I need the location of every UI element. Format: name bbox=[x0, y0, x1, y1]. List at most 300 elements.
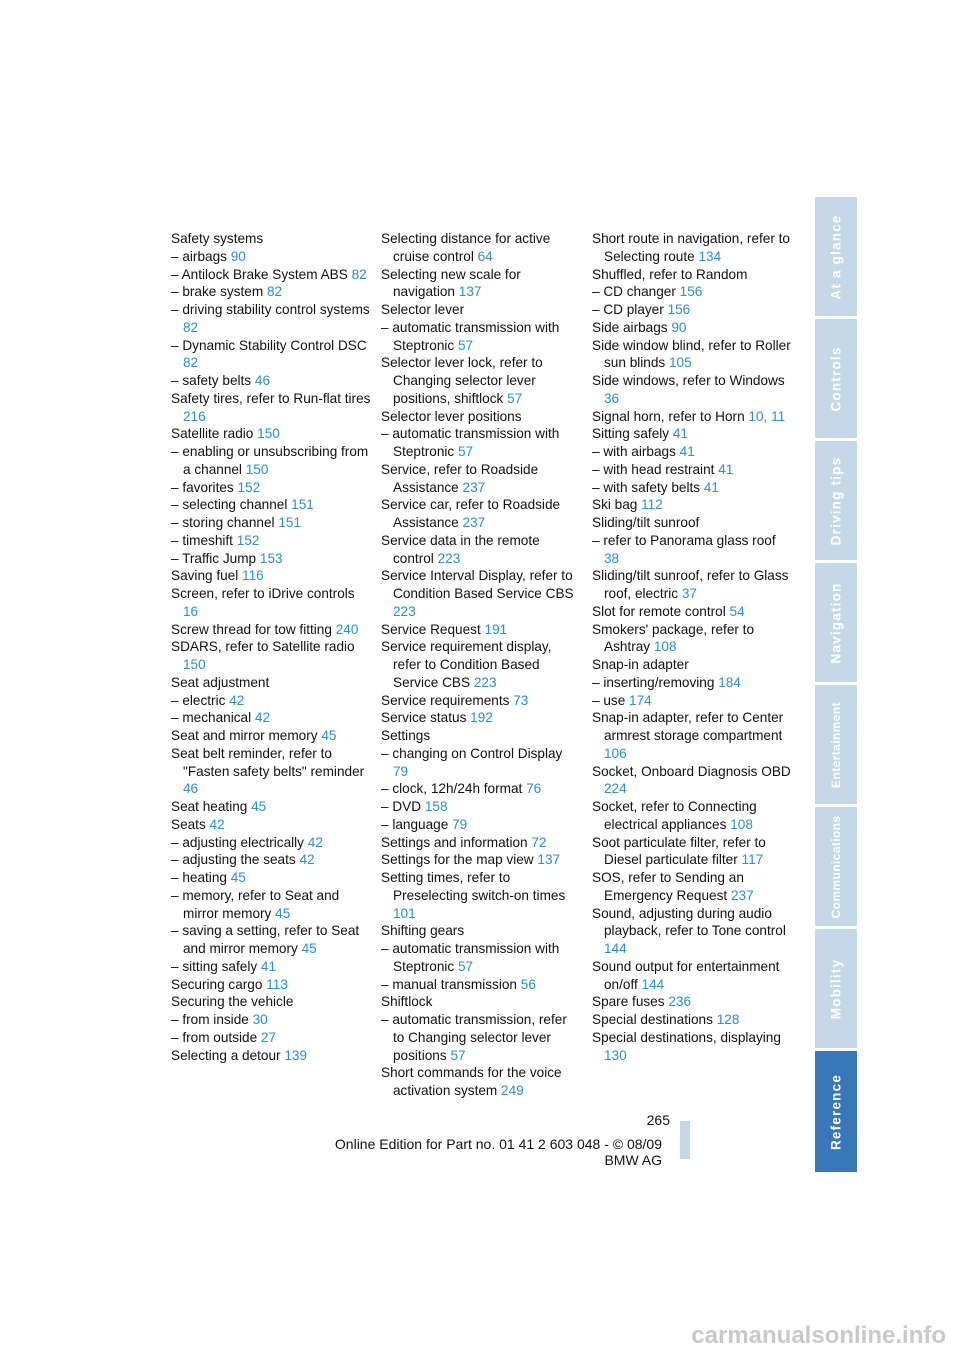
index-column-1 bbox=[171, 230, 371, 1064]
entry-text: Service car, refer to Roadside Assistance bbox=[381, 497, 561, 530]
entry-text: Side airbags bbox=[592, 319, 668, 335]
page-reference-link[interactable]: 153 bbox=[259, 550, 283, 566]
entry-text: – favorites bbox=[171, 479, 234, 495]
entry-text: Service Interval Display, refer to Condition Based Service CBS bbox=[381, 568, 574, 601]
page-reference-link[interactable]: 27 bbox=[260, 1029, 277, 1045]
page-reference-link[interactable]: 38 bbox=[604, 550, 620, 566]
entry-text: – changing on Control Display bbox=[381, 745, 563, 761]
index-column-3 bbox=[592, 230, 792, 1064]
index-entry bbox=[381, 834, 581, 852]
index-subentry bbox=[171, 550, 371, 568]
entry-text: Sliding/tilt sunroof bbox=[592, 515, 700, 530]
index-entry bbox=[171, 230, 371, 248]
entry-text: – with safety belts bbox=[592, 479, 701, 495]
index-subentry bbox=[171, 443, 371, 479]
index-entry bbox=[171, 425, 371, 443]
index-entry bbox=[381, 993, 581, 1011]
index-subentry bbox=[592, 692, 792, 710]
index-entry: Signal horn, refer to Horn 10, 11 bbox=[592, 408, 786, 424]
entry-text: Satellite radio bbox=[171, 426, 254, 442]
index-entry bbox=[171, 976, 371, 994]
index-entry bbox=[381, 354, 581, 407]
entry-text: – Dynamic Stability Control DSC bbox=[171, 337, 367, 353]
entry-text: Socket, refer to Connecting electrical appliances bbox=[592, 799, 757, 832]
page-reference-link[interactable]: 82 bbox=[183, 355, 199, 371]
page-reference-link[interactable]: 57 bbox=[458, 444, 474, 459]
index-entry bbox=[592, 621, 792, 657]
entry-text: Short route in navigation, refer to Selecting route bbox=[592, 231, 790, 264]
index-entry bbox=[592, 567, 792, 603]
entry-text: – from outside bbox=[171, 1029, 258, 1045]
entry-text: Selector lever positions bbox=[381, 408, 522, 424]
entry-text: Setting times, refer to Preselecting switch-on times bbox=[381, 870, 566, 903]
entry-text: Seat and mirror memory bbox=[171, 728, 318, 743]
entry-text: – inserting/removing bbox=[592, 674, 715, 690]
index-entry bbox=[592, 993, 792, 1011]
entry-text: Snap-in adapter, refer to Center armrest storage compartment bbox=[592, 710, 784, 743]
page-reference-link[interactable]: 90 bbox=[671, 319, 687, 335]
index-subentry bbox=[381, 816, 581, 834]
index-entry bbox=[592, 337, 792, 373]
page-reference-link[interactable]: 41 bbox=[718, 461, 734, 477]
entry-text: Settings for the map view bbox=[381, 852, 534, 868]
index-subentry bbox=[592, 283, 792, 301]
page-reference-link[interactable]: 42 bbox=[254, 710, 271, 726]
index-entry bbox=[592, 230, 792, 266]
tab-label: Reference bbox=[828, 1073, 844, 1150]
entry-text: Safety tires, refer to Run-flat tires bbox=[171, 390, 371, 406]
page-reference-link[interactable]: 158 bbox=[424, 799, 448, 814]
entry-text: – enabling or unsubscribing from a channel bbox=[171, 444, 369, 477]
entry-text: – refer to Panorama glass roof bbox=[592, 532, 776, 548]
index-subentry bbox=[381, 940, 581, 976]
index-subentry bbox=[171, 248, 371, 266]
page-reference-link[interactable]: 151 bbox=[291, 497, 314, 513]
page-reference-link[interactable]: 174 bbox=[629, 692, 652, 708]
index-entry bbox=[592, 656, 792, 674]
entry-text: Service Request bbox=[381, 621, 481, 637]
entry-text: Spare fuses bbox=[592, 994, 665, 1010]
page-reference-link[interactable]: 150 bbox=[245, 461, 269, 477]
index-subentry bbox=[592, 479, 792, 497]
entry-text: Settings bbox=[381, 728, 431, 743]
entry-text: – Traffic Jump bbox=[171, 550, 257, 566]
page-reference-link[interactable]: 101 bbox=[393, 905, 416, 921]
entry-text: Selecting a detour bbox=[171, 1047, 281, 1063]
index-entry bbox=[171, 567, 371, 585]
page-reference-link[interactable]: 73 bbox=[513, 692, 529, 708]
page-reference-link[interactable]: 156 bbox=[667, 302, 691, 317]
entry-text: Seat adjustment bbox=[171, 674, 270, 690]
entry-text: Selector lever bbox=[381, 302, 465, 317]
page-number: 265 bbox=[646, 1112, 670, 1128]
page-reference-link[interactable]: 184 bbox=[718, 674, 741, 690]
index-subentry bbox=[171, 869, 371, 887]
page-reference-link[interactable]: 156 bbox=[679, 284, 703, 300]
entry-text: – heating bbox=[171, 870, 227, 885]
edition-bar bbox=[680, 1121, 690, 1159]
index-subentry bbox=[381, 1011, 581, 1064]
entry-text: Screw thread for tow fitting bbox=[171, 621, 332, 637]
entry-text: Slot for remote control bbox=[592, 603, 726, 619]
index-entry bbox=[592, 425, 792, 443]
entry-text: Service status bbox=[381, 710, 467, 726]
page-reference-link[interactable]: 150 bbox=[183, 657, 206, 672]
page-reference-link[interactable]: 57 bbox=[458, 958, 474, 974]
page-reference-link[interactable]: 90 bbox=[230, 248, 246, 264]
tab-label: Navigation bbox=[828, 581, 844, 664]
entry-text: Seats bbox=[171, 816, 206, 832]
entry-text: – with head restraint bbox=[592, 461, 715, 477]
index-subentry bbox=[592, 301, 792, 319]
index-entry bbox=[592, 798, 792, 834]
page-reference-link[interactable]: 36 bbox=[604, 390, 620, 406]
tab-navigation[interactable] bbox=[815, 563, 857, 685]
index-entry bbox=[381, 266, 581, 302]
entry-text: Socket, Onboard Diagnosis OBD bbox=[592, 763, 791, 779]
page-reference-link[interactable]: 41 bbox=[703, 479, 719, 495]
entry-text: Settings and information bbox=[381, 834, 528, 850]
page-reference-link[interactable]: 41 bbox=[260, 958, 277, 974]
entry-text: Soot particulate filter, refer to Diesel particulate filter bbox=[592, 834, 766, 868]
entry-text: – memory, refer to Seat and mirror memory bbox=[171, 887, 340, 921]
entry-text: – selecting channel bbox=[171, 497, 288, 513]
index-entry bbox=[592, 834, 792, 870]
index-entry bbox=[592, 958, 792, 994]
tab-entertainment[interactable] bbox=[815, 685, 857, 807]
entry-text: Shuffled, refer to Random bbox=[592, 266, 748, 282]
index-entry bbox=[171, 585, 371, 621]
entry-text: Side window blind, refer to Roller sun blinds bbox=[592, 337, 791, 371]
entry-text: Securing cargo bbox=[171, 976, 263, 992]
index-subentry bbox=[171, 851, 371, 869]
page-reference-link[interactable]: 152 bbox=[236, 532, 260, 548]
page-reference-link[interactable]: 82 bbox=[183, 319, 199, 335]
entry-text: – saving a setting, refer to Seat and mirror memory bbox=[171, 923, 360, 956]
page-reference-link[interactable]: 45 bbox=[251, 799, 267, 814]
index-entry bbox=[381, 638, 581, 691]
index-subentry bbox=[592, 443, 792, 461]
page-reference-link[interactable]: 130 bbox=[604, 1047, 627, 1063]
page-reference-link[interactable]: 216 bbox=[183, 408, 206, 424]
index-subentry bbox=[381, 798, 581, 816]
index-entry bbox=[592, 372, 792, 408]
page-reference-link[interactable]: 237 bbox=[730, 887, 754, 903]
index-subentry bbox=[171, 1029, 371, 1047]
index-entry bbox=[381, 692, 581, 710]
entry-text: Service requirement display, refer to Condition Based Service CBS bbox=[381, 639, 552, 690]
entry-text: Shiftlock bbox=[381, 994, 433, 1010]
page-reference-link[interactable]: 237 bbox=[462, 515, 486, 530]
watermark: carmanualsonline.info bbox=[691, 1322, 946, 1349]
page-reference-link[interactable]: 41 bbox=[672, 426, 688, 442]
entry-text: – DVD bbox=[381, 799, 422, 814]
index-subentry bbox=[171, 532, 371, 550]
index-entry bbox=[381, 727, 581, 745]
index-entry bbox=[381, 851, 581, 869]
page-reference-link[interactable]: 137 bbox=[537, 852, 561, 868]
index-entry bbox=[592, 709, 792, 762]
index-entry bbox=[592, 905, 792, 958]
page-reference-link[interactable]: 117 bbox=[741, 852, 764, 868]
entry-text: – driving stability control systems bbox=[171, 302, 370, 317]
entry-text: – automatic transmission with Steptronic bbox=[381, 319, 560, 353]
entry-text: – use bbox=[592, 692, 626, 708]
page-reference-link[interactable]: 79 bbox=[393, 763, 409, 779]
entry-text: Shifting gears bbox=[381, 923, 465, 939]
section-tabs bbox=[815, 197, 857, 1172]
page-reference-link[interactable]: 128 bbox=[716, 1012, 740, 1027]
page-reference-link[interactable]: 82 bbox=[351, 266, 367, 282]
index-subentry bbox=[381, 425, 581, 461]
entry-text: Selecting distance for active cruise control bbox=[381, 231, 551, 264]
tab-driving-tips[interactable] bbox=[815, 441, 857, 563]
page-reference-link[interactable]: 76 bbox=[526, 781, 542, 797]
entry-text: – safety belts bbox=[171, 373, 252, 388]
page-reference-link[interactable]: 223 bbox=[393, 603, 416, 619]
page-reference-link[interactable]: 106 bbox=[604, 745, 627, 761]
entry-text: Snap-in adapter bbox=[592, 657, 689, 672]
entry-text: – sitting safely bbox=[171, 958, 258, 974]
page-reference-link[interactable]: 57 bbox=[507, 390, 523, 406]
index-entry bbox=[381, 301, 581, 319]
index-entry bbox=[381, 922, 581, 940]
index-subentry bbox=[171, 479, 371, 497]
tab-label: Controls bbox=[828, 345, 844, 412]
page-reference-link[interactable]: 41 bbox=[679, 444, 695, 459]
entry-text: – language bbox=[381, 816, 449, 832]
entry-text: Selector lever lock, refer to Changing selector lever positions, shiftlock bbox=[381, 355, 543, 406]
page-reference-link[interactable]: 45 bbox=[301, 941, 317, 956]
page-reference-link[interactable]: 16 bbox=[183, 603, 199, 619]
page-reference-link[interactable]: 223 bbox=[473, 674, 497, 690]
entry-text: – with airbags bbox=[592, 444, 676, 459]
index-subentry bbox=[171, 922, 371, 958]
entry-text: – airbags bbox=[171, 248, 227, 264]
entry-text: – brake system bbox=[171, 284, 264, 300]
index-subentry bbox=[592, 532, 792, 568]
entry-text: Sliding/tilt sunroof, refer to Glass roof, electric bbox=[592, 568, 789, 601]
entry-text: – from inside bbox=[171, 1012, 249, 1027]
page-reference-link[interactable]: 113 bbox=[266, 976, 288, 992]
page-reference-link[interactable]: 79 bbox=[452, 816, 468, 832]
entry-text: Service, refer to Roadside Assistance bbox=[381, 461, 539, 495]
page-reference-link[interactable]: 240 bbox=[335, 621, 359, 637]
page-reference-link[interactable]: 54 bbox=[729, 603, 745, 619]
index-subentry bbox=[171, 514, 371, 532]
entry-text: Safety systems bbox=[171, 231, 264, 246]
page-reference-link[interactable]: 139 bbox=[284, 1047, 308, 1063]
index-subentry bbox=[381, 319, 581, 355]
page-reference-link[interactable]: 42 bbox=[209, 816, 225, 832]
index-entry bbox=[171, 816, 371, 834]
page-reference-link[interactable]: 57 bbox=[450, 1047, 466, 1063]
page-reference-link[interactable]: 42 bbox=[299, 852, 315, 868]
entry-text: Special destinations bbox=[592, 1012, 713, 1027]
tab-label: Driving tips bbox=[828, 456, 844, 545]
entry-text: SDARS, refer to Satellite radio bbox=[171, 639, 355, 655]
page-reference-link[interactable]: 72 bbox=[531, 834, 547, 850]
tab-mobility[interactable] bbox=[815, 929, 857, 1051]
index-entry bbox=[381, 230, 581, 266]
entry-text: – mechanical bbox=[171, 710, 252, 726]
tab-label: Mobility bbox=[828, 958, 844, 1019]
page-reference-link[interactable]: 11 bbox=[771, 408, 786, 424]
page-reference-link[interactable]: 249 bbox=[501, 1083, 524, 1098]
index-subentry bbox=[171, 887, 371, 923]
entry-text: Special destinations, displaying bbox=[592, 1029, 781, 1045]
entry-text: – CD player bbox=[592, 302, 664, 317]
page-reference-link[interactable]: 56 bbox=[520, 976, 536, 992]
tab-reference[interactable] bbox=[815, 1051, 857, 1172]
entry-text: Short commands for the voice activation system bbox=[381, 1065, 562, 1098]
footer-edition-text: Online Edition for Part no. 01 41 2 603 048 - © 08/09 BMW AG bbox=[334, 1136, 662, 1168]
entry-text: – adjusting electrically bbox=[171, 834, 304, 850]
index-entry bbox=[171, 798, 371, 816]
entry-text: – automatic transmission, refer to Changing selector lever positions bbox=[381, 1012, 567, 1063]
index-entry bbox=[592, 319, 792, 337]
page-reference-link[interactable]: 108 bbox=[730, 816, 753, 832]
index-subentry bbox=[171, 496, 371, 514]
index-entry bbox=[381, 621, 581, 639]
entry-text: Seat heating bbox=[171, 799, 248, 814]
page-reference-link[interactable]: 116 bbox=[242, 568, 264, 584]
index-subentry bbox=[171, 372, 371, 390]
index-entry bbox=[592, 514, 792, 532]
entry-text: – automatic transmission with Steptronic bbox=[381, 426, 560, 459]
index-entry bbox=[171, 674, 371, 692]
index-subentry bbox=[171, 958, 371, 976]
tab-label: Communications bbox=[829, 815, 843, 918]
page-reference-link[interactable]: 45 bbox=[230, 870, 246, 885]
entry-text: – automatic transmission with Steptronic bbox=[381, 941, 560, 974]
entry-text: Sound, adjusting during audio playback, refer to Tone control bbox=[592, 905, 786, 939]
page-reference-link[interactable]: 45 bbox=[321, 728, 337, 743]
index-entry bbox=[592, 266, 792, 284]
page-reference-link[interactable]: 10 bbox=[748, 408, 764, 424]
entry-text: Side windows, refer to Windows bbox=[592, 373, 785, 388]
entry-text: Securing the vehicle bbox=[171, 994, 294, 1010]
entry-text: – CD changer bbox=[592, 284, 676, 300]
entry-text: SOS, refer to Sending an Emergency Request bbox=[592, 870, 744, 903]
page-reference-link[interactable]: 150 bbox=[257, 426, 280, 442]
index-subentry bbox=[171, 1011, 371, 1029]
index-entry bbox=[381, 1064, 581, 1100]
page-reference-link[interactable]: 236 bbox=[668, 994, 692, 1010]
page-reference-link[interactable]: 42 bbox=[229, 692, 245, 708]
index-subentry bbox=[381, 745, 581, 781]
index-entry bbox=[381, 869, 581, 922]
entry-text: Seat belt reminder, refer to "Fasten safety belts" reminder bbox=[171, 745, 365, 779]
index-entry bbox=[381, 461, 581, 497]
index-entry bbox=[592, 496, 792, 514]
entry-text: – manual transmission bbox=[381, 976, 517, 992]
entry-text: Smokers' package, refer to Ashtray bbox=[592, 621, 755, 655]
page-reference-link[interactable]: 46 bbox=[183, 781, 199, 797]
index-entry bbox=[171, 993, 371, 1011]
page-reference-link[interactable]: 192 bbox=[470, 710, 493, 726]
index-entry bbox=[592, 869, 792, 905]
page-reference-link[interactable]: 105 bbox=[669, 355, 692, 371]
page-reference-link[interactable]: 108 bbox=[653, 639, 677, 655]
page-reference-link[interactable]: 45 bbox=[275, 905, 291, 921]
entry-text: – timeshift bbox=[171, 532, 233, 548]
tab-label: At a glance bbox=[828, 213, 844, 300]
page-reference-link[interactable]: 42 bbox=[307, 834, 323, 850]
page-reference-link[interactable]: 112 bbox=[641, 497, 663, 513]
entry-text: Screen, refer to iDrive controls bbox=[171, 586, 355, 601]
page-reference-link[interactable]: 144 bbox=[641, 976, 665, 992]
index-entry bbox=[171, 745, 371, 798]
entry-text: – adjusting the seats bbox=[171, 852, 296, 868]
index-entry bbox=[381, 532, 581, 568]
page-reference-link[interactable]: 144 bbox=[604, 941, 627, 956]
entry-text: – electric bbox=[171, 692, 226, 708]
page-reference-link[interactable]: 137 bbox=[458, 284, 482, 300]
page-reference-link[interactable]: 224 bbox=[604, 781, 627, 797]
entry-text: Service requirements bbox=[381, 692, 510, 708]
entry-text: – clock, 12h/24h format bbox=[381, 781, 523, 797]
tab-label: Entertainment bbox=[829, 701, 843, 788]
entry-text: Service data in the remote control bbox=[381, 532, 540, 566]
index-subentry bbox=[171, 834, 371, 852]
page-reference-link[interactable]: 57 bbox=[458, 337, 474, 353]
page-reference-link[interactable]: 151 bbox=[278, 515, 302, 530]
entry-text: Ski bag bbox=[592, 497, 638, 513]
entry-text: Sitting safely bbox=[592, 426, 670, 442]
page-reference-link[interactable]: 82 bbox=[266, 284, 283, 300]
page-reference-link[interactable]: 191 bbox=[484, 621, 508, 637]
page-reference-link[interactable]: 134 bbox=[698, 248, 722, 264]
tab-communications[interactable] bbox=[815, 807, 857, 929]
index-entry bbox=[381, 496, 581, 532]
index-subentry bbox=[171, 301, 371, 337]
index-entry bbox=[381, 408, 581, 426]
index-subentry bbox=[592, 461, 792, 479]
index-subentry bbox=[381, 780, 581, 798]
entry-text: Signal horn, refer to Horn bbox=[592, 408, 745, 424]
index-entry bbox=[592, 603, 792, 621]
index-entry bbox=[592, 1011, 792, 1029]
page-reference-link[interactable]: 223 bbox=[437, 550, 461, 566]
index-column-2 bbox=[381, 230, 581, 1100]
entry-text: – storing channel bbox=[171, 515, 275, 530]
index-subentry bbox=[592, 674, 792, 692]
page-reference-link[interactable]: 64 bbox=[477, 248, 493, 264]
page-reference-link[interactable]: 30 bbox=[252, 1012, 268, 1027]
index-subentry bbox=[171, 709, 371, 727]
index-entry bbox=[381, 709, 581, 727]
page-reference-link[interactable]: 37 bbox=[681, 586, 697, 601]
entry-text: Saving fuel bbox=[171, 568, 239, 584]
index-entry bbox=[171, 1047, 371, 1065]
index-subentry bbox=[171, 283, 371, 301]
page-reference-link[interactable]: 152 bbox=[237, 479, 261, 495]
page-reference-link[interactable]: 237 bbox=[462, 479, 486, 495]
index-subentry bbox=[171, 692, 371, 710]
index-subentry bbox=[381, 976, 581, 994]
index-entry bbox=[171, 621, 371, 639]
index-entry bbox=[171, 390, 371, 426]
page-reference-link[interactable]: 46 bbox=[254, 373, 271, 388]
tab-at-a-glance[interactable] bbox=[815, 197, 857, 319]
tab-controls[interactable] bbox=[815, 319, 857, 441]
index-entry bbox=[171, 727, 371, 745]
index-entry bbox=[592, 1029, 792, 1065]
index-entry bbox=[171, 638, 371, 674]
index-subentry bbox=[171, 337, 371, 373]
entry-text: Selecting new scale for navigation bbox=[381, 266, 521, 300]
